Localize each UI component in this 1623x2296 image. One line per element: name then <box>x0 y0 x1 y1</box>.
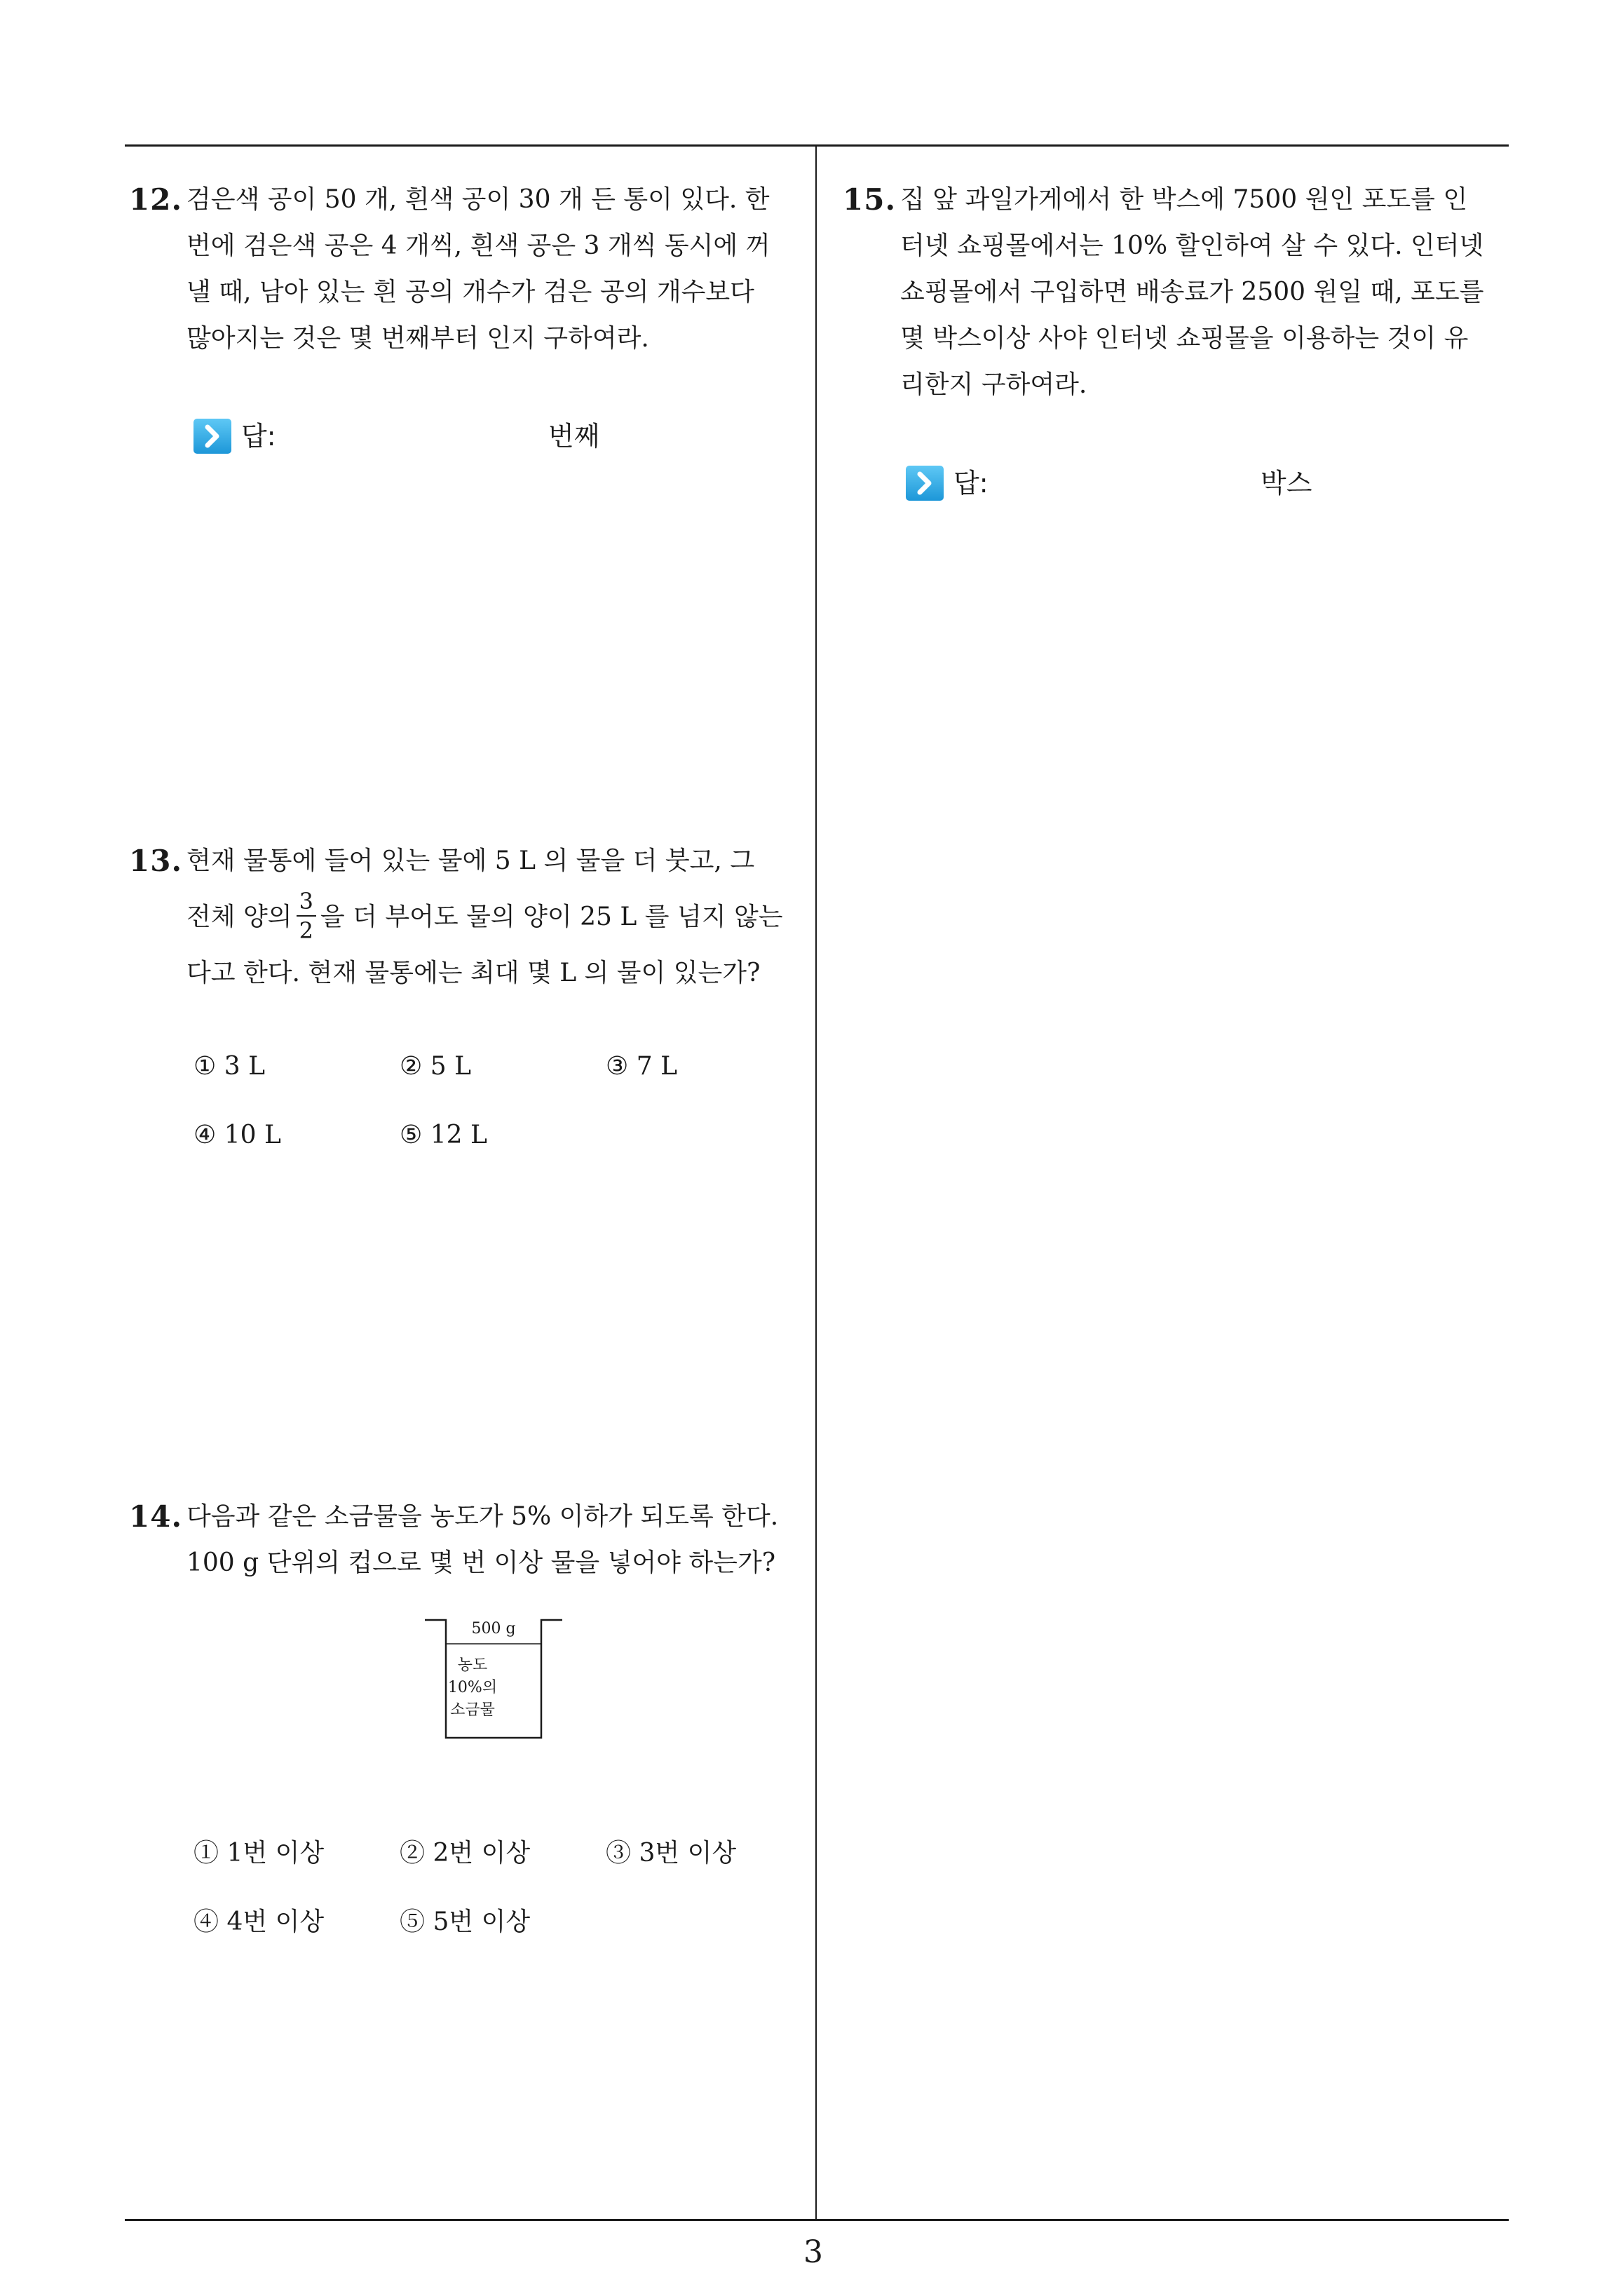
question-text-line: 많아지는 것은 몇 번째부터 인지 구하여라. <box>186 324 649 353</box>
option-3[interactable]: ③ 3번 이상 <box>606 1839 737 1868</box>
answer-field-q15[interactable] <box>906 466 1326 508</box>
fraction-numerator: 3 <box>297 890 316 917</box>
question-number: 12. <box>129 182 183 217</box>
chevron-right-icon <box>906 466 944 501</box>
question-12 <box>129 177 803 362</box>
question-number: 15. <box>843 182 897 217</box>
question-number: 13. <box>129 844 183 878</box>
text-segment: 전체 양의 <box>186 903 292 931</box>
question-text-line-with-fraction <box>186 889 803 945</box>
question-text-line: 100 g 단위의 컵으로 몇 번 이상 물을 넣어야 하는가? <box>186 1548 776 1577</box>
chevron-right-icon <box>193 419 231 454</box>
answer-unit: 번째 <box>548 421 600 452</box>
fraction-denominator: 2 <box>299 917 313 944</box>
answer-field-q12[interactable] <box>193 419 614 461</box>
fraction <box>297 890 316 942</box>
beaker-text-line: 농도 <box>457 1656 488 1674</box>
question-14 <box>129 1494 803 1586</box>
question-text-line: 쇼핑몰에서 구입하면 배송료가 2500 원일 때, 포도를 <box>900 278 1484 306</box>
column-divider <box>815 144 817 2220</box>
option-4[interactable]: ④ 10 L <box>193 1121 281 1149</box>
page-number: 3 <box>803 2234 823 2270</box>
question-text-line: 몇 박스이상 사야 인터넷 쇼핑몰을 이용하는 것이 유 <box>900 324 1469 353</box>
answer-unit: 박스 <box>1261 468 1312 499</box>
options-q13 <box>193 1052 796 1164</box>
option-2[interactable]: ② 5 L <box>400 1052 471 1081</box>
text-segment: 을 더 부어도 물의 양이 25 L 를 넘지 않는 <box>320 903 783 931</box>
question-15 <box>843 177 1510 408</box>
beaker-text-line: 10%의 <box>447 1679 498 1696</box>
option-3[interactable]: ③ 7 L <box>606 1052 677 1081</box>
option-1[interactable]: ① 3 L <box>193 1052 265 1081</box>
question-number: 14. <box>129 1499 183 1534</box>
question-text-line: 터넷 쇼핑몰에서는 10% 할인하여 살 수 있다. 인터넷 <box>900 231 1484 260</box>
option-5[interactable]: ⑤ 12 L <box>400 1121 487 1149</box>
question-text-line: 현재 물통에 들어 있는 물에 5 L 의 물을 더 붓고, 그 <box>186 846 755 875</box>
question-text-line: 집 앞 과일가게에서 한 박스에 7500 원인 포도를 인 <box>900 185 1468 214</box>
top-rule <box>125 144 1509 147</box>
question-text-line: 다고 한다. 현재 물통에는 최대 몇 L 의 물이 있는가? <box>186 959 761 987</box>
options-q14 <box>193 1833 796 1945</box>
question-13 <box>129 833 803 1001</box>
answer-label: 답: <box>241 421 276 452</box>
question-text-line: 낼 때, 남아 있는 흰 공의 개수가 검은 공의 개수보다 <box>186 278 754 306</box>
beaker-mass-label: 500 g <box>471 1620 516 1637</box>
answer-label: 답: <box>953 468 989 499</box>
option-2[interactable]: ② 2번 이상 <box>400 1839 531 1868</box>
question-text-line: 검은색 공이 50 개, 흰색 공이 30 개 든 통이 있다. 한 <box>186 185 770 214</box>
option-5[interactable]: ⑤ 5번 이상 <box>400 1907 531 1936</box>
question-text-line: 다음과 같은 소금물을 농도가 5% 이하가 되도록 한다. <box>186 1502 779 1531</box>
question-text-line: 번에 검은색 공은 4 개씩, 흰색 공은 3 개씩 동시에 꺼 <box>186 231 770 260</box>
option-4[interactable]: ④ 4번 이상 <box>193 1907 325 1936</box>
bottom-rule <box>125 2219 1509 2221</box>
option-1[interactable]: ① 1번 이상 <box>193 1839 325 1868</box>
question-text-line: 리한지 구하여라. <box>900 370 1087 399</box>
beaker-figure <box>423 1619 564 1745</box>
beaker-text-line: 소금물 <box>450 1701 495 1719</box>
